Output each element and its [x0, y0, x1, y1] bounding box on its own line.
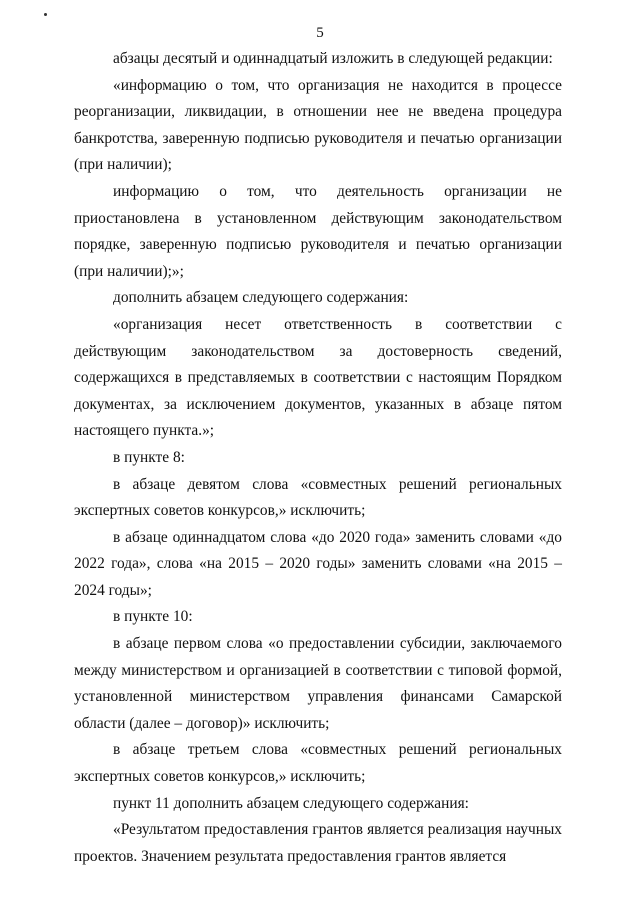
paragraph-13: «Результатом предоставления грантов является реализация научных проектов. Значением результата предоставления грантов является: [74, 821, 562, 865]
paragraph-4: дополнить абзацем следующего содержания:: [113, 289, 409, 307]
paragraph-3: информацию о том, что деятельность организации не приостановлена в установленном действующим законодательством порядке, заверенную подписью руководителя и печатью организации (при наличии);»;: [74, 182, 562, 280]
paragraph-11: в абзаце третьем слова «совместных решений региональных экспертных советов конкурсов,» исключить;: [74, 741, 562, 786]
paragraph-10: в абзаце первом слова «о предоставлении субсидии, заключаемого между министерством и организацией в соответствии с типовой формой, установленной министерством управления финансами Самарской области (далее – договор)» исключить;: [74, 635, 562, 732]
document-body: [74, 46, 562, 870]
scan-artifact-dot: [44, 13, 47, 16]
paragraph-5: «организация несет ответственность в соответствии с действующим законодательством за достоверность сведений, содержащихся в представляемых в соответствии с настоящим Порядком документах, за исключением документов, указанных в абзаце пятом настоящего пункта.»;: [74, 315, 562, 440]
paragraph-7: в абзаце девятом слова «совместных решений региональных экспертных советов конкурсов,» исключить;: [74, 475, 562, 520]
paragraph-1: абзацы десятый и одиннадцатый изложить в следующей редакции:: [113, 50, 553, 67]
paragraph-9: в пункте 10:: [113, 608, 193, 626]
paragraph-2: «информацию о том, что организация не находится в процессе реорганизации, ликвидации, в отношении нее не введена процедура банкротства, заверенную подписью руководителя и печатью организации (при наличии);: [74, 76, 562, 174]
paragraph-12: пункт 11 дополнить абзацем следующего содержания:: [113, 794, 469, 812]
page-number: 5: [316, 25, 324, 41]
paragraph-6: в пункте 8:: [113, 448, 185, 466]
paragraph-8: в абзаце одиннадцатом слова «до 2020 года» заменить словами «до 2022 года», слова «на 2015 – 2020 годы» заменить словами «на 2015 – 2024 годы»;: [74, 528, 562, 599]
